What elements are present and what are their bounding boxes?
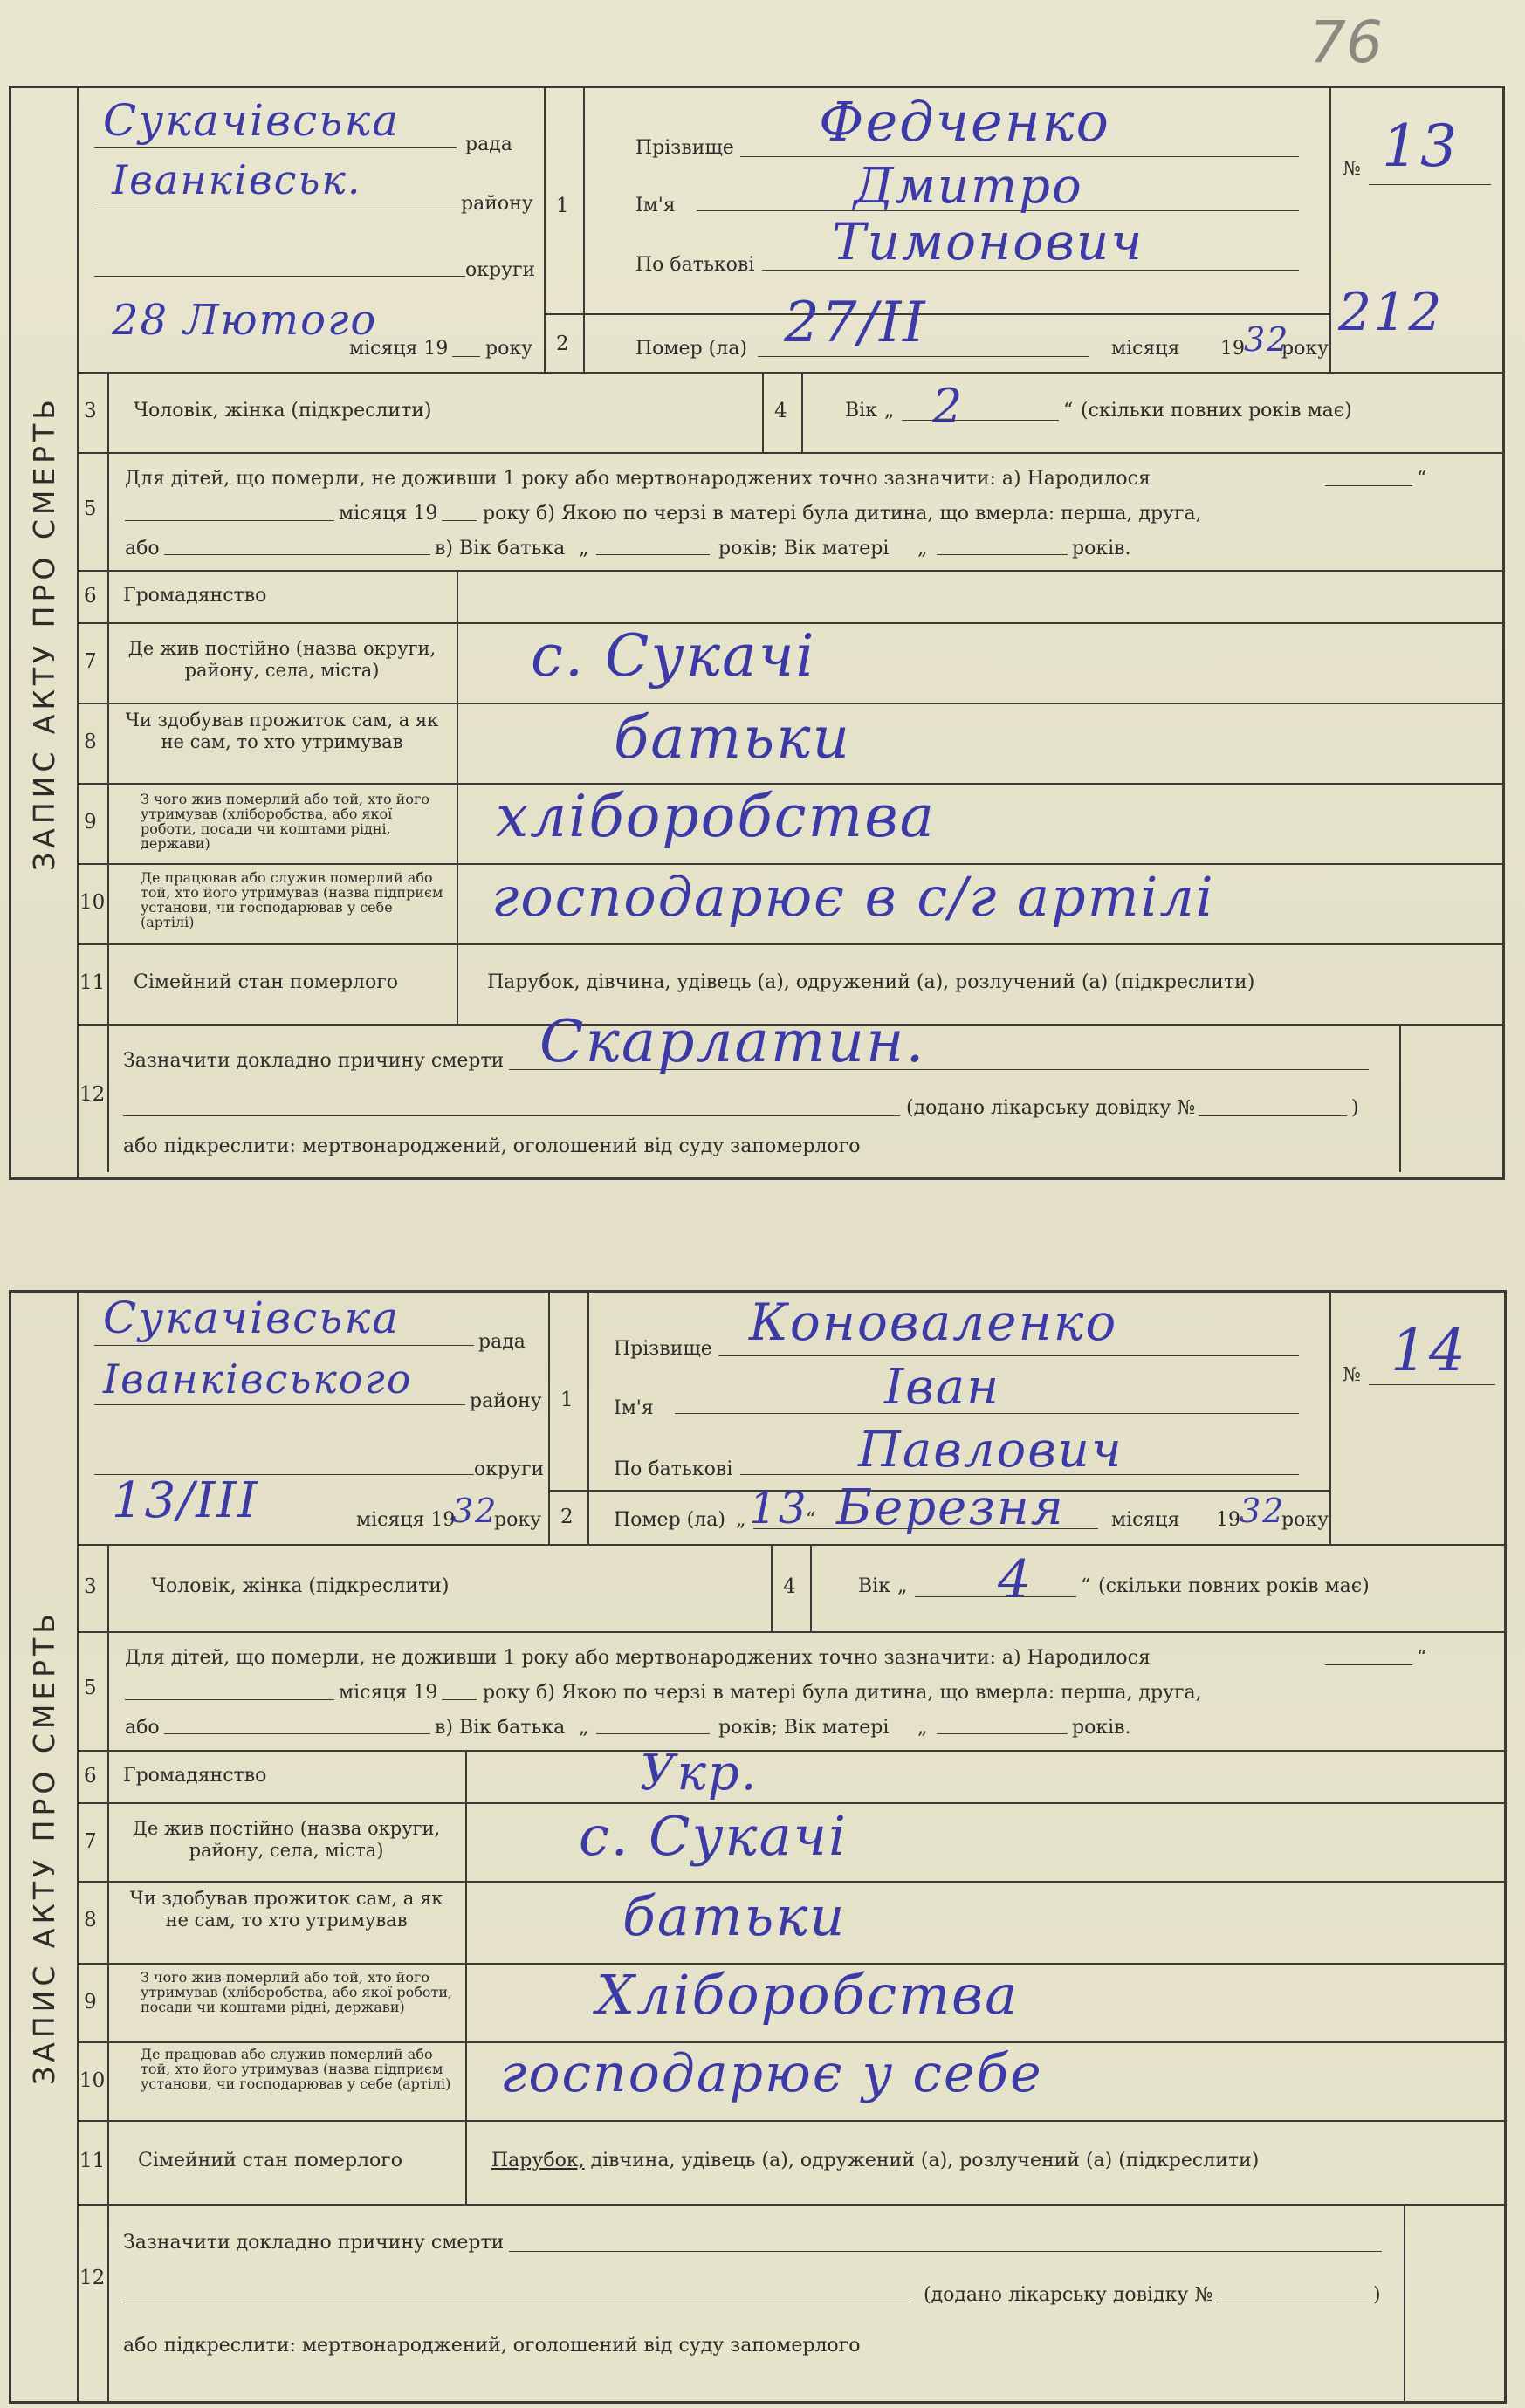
row-5: 5 Для дітей, що померли, не доживши 1 року або мертвонароджених точно зазначити: а) Народилося “ місяця 19 року б) Якою по черзі в матері була дитина, що вмерла: перша, друга, або в) Вік батька „ років; Вік матері „ років. xyxy=(77,452,1502,572)
row-9-livelihood: 9 З чого жив померлий або той, хто його утримував (хліборобства, або якої роботи, посади чи коштами рідні, держави) Хліборобства xyxy=(77,1963,1504,2043)
hw-patronymic: Павлович xyxy=(858,1422,1123,1478)
hw-death-year: 32 xyxy=(1244,320,1290,359)
row-12-cause: 12 Зазначити докладно причину смерти (додано лікарську довідку № ) або підкреслити: мертвонароджений, оголошений від суду запомерлого xyxy=(77,2204,1504,2401)
hw-cause: Скарлатин. xyxy=(539,1008,926,1075)
hw-residence: с. Сукачі xyxy=(531,622,816,689)
row-8-support: 8 Чи здобував прожиток сам, а як не сам, то хто утримував батьки xyxy=(77,1881,1504,1965)
death-record-form-1 xyxy=(9,86,1505,1180)
row-9-livelihood: 9 З чого жив померлий або той, хто його утримував (хліборобства, або якої роботи, посади чи коштами рідні, держави) хліборобства xyxy=(77,783,1502,865)
row-6-citizenship: 6 Громадянство xyxy=(77,570,1502,624)
death-record-form-2 xyxy=(9,1290,1507,2404)
hw-rada: Сукачівська xyxy=(103,1293,401,1343)
row-7-residence: 7 Де жив постійно (назва округи, району, села, міста) с. Сукачі xyxy=(77,1802,1504,1883)
hw-livelihood: хліборобства xyxy=(496,783,936,850)
marital-options: Парубок, дівчина, удівець (а), одружений (а), розлучений (а) (підкреслити) xyxy=(487,971,1255,993)
hw-workplace: господарює у себе xyxy=(500,2043,1043,2104)
row-6-citizenship: 6 Громадянство Укр. xyxy=(77,1750,1504,1804)
hw-age: 4 xyxy=(998,1549,1034,1610)
hw-name: Іван xyxy=(884,1359,1000,1416)
side-title: ЗАПИС АКТУ ПРО СМЕРТЬ xyxy=(11,88,79,1177)
row-11-marital: 11 Сімейний стан померлого Парубок, дівчина, удівець (а), одружений (а), розлучений (а) (підкреслити) xyxy=(77,2120,1504,2206)
hw-rayon: Іванківськ. xyxy=(112,156,362,203)
hw-residence: с. Сукачі xyxy=(579,1804,848,1868)
hw-livelihood: Хліборобства xyxy=(596,1963,1020,2027)
hw-citizenship: Укр. xyxy=(640,1745,759,1801)
row-10-workplace: 10 Де працював або служив померлий або той, хто його утримував (назва підприєм установи, чи господарював у себе (артілі) господарює у себе xyxy=(77,2041,1504,2122)
archive-page-number: 76 xyxy=(1309,9,1383,76)
hw-death-month: Березня xyxy=(836,1479,1065,1536)
side-title: ЗАПИС АКТУ ПРО СМЕРТЬ xyxy=(11,1293,79,2401)
registration-place-cell: Сукачівська рада Іванківськ. району округи 28 Лютого місяця 19 року xyxy=(77,88,546,372)
hw-registration-date: 13/III xyxy=(112,1472,259,1529)
hw-corner-mark: 212 xyxy=(1338,282,1444,343)
hw-age: 2 xyxy=(932,379,965,434)
person-cell: Прізвище Федченко Ім'я Дмитро По батькові Тимонович Помер (ла) 27/II місяця 19 32 року xyxy=(583,88,1331,372)
row-8-support: 8 Чи здобував прожиток сам, а як не сам, то хто утримував батьки xyxy=(77,703,1502,785)
person-cell: Прізвище Коноваленко Ім'я Іван По батькові Павлович Помер (ла) „ 13 “ Березня місяця 19 32 року xyxy=(587,1293,1331,1544)
hw-surname: Федченко xyxy=(819,90,1110,154)
hw-death-date: 27/II xyxy=(784,291,927,355)
row-3-4: 3 Чоловік, жінка (підкреслити) 4 Вік „ 4 “ (скільки повних років має) xyxy=(77,1544,1504,1633)
row-5: 5 Для дітей, що померли, не доживши 1 року або мертвонароджених точно зазначити: а) Народилося “ місяця 19 року б) Якою по черзі в матері була дитина, що вмерла: перша, друга, або в) Вік батька „ років; Вік матері „ років. xyxy=(77,1631,1504,1752)
hw-supported-by: батьки xyxy=(614,704,852,772)
row-10-workplace: 10 Де працював або служив померлий або той, хто його утримував (назва підприєм установи, чи господарював у себе (артілі) господарює в с/г артілі xyxy=(77,863,1502,945)
hw-name: Дмитро xyxy=(854,158,1083,215)
hw-record-number: 14 xyxy=(1391,1317,1467,1384)
hw-registration-date: 28 Лютого xyxy=(112,296,378,345)
hw-rayon: Іванківського xyxy=(103,1355,413,1403)
row-3-4: 3 Чоловік, жінка (підкреслити) 4 Вік „ 2 “ (скільки повних років має) xyxy=(77,372,1502,454)
row-7-residence: 7 Де жив постійно (назва округи, району, села, міста) с. Сукачі xyxy=(77,622,1502,704)
header-block: Сукачівська рада Іванківськ. району округи 28 Лютого місяця 19 року 1 2 Прізвище Федченко Ім'я Дмитро По батькові Тимонович Помер (ла) 27/II місяця 19 32 року № 13 212 xyxy=(77,88,1502,374)
hw-record-number: 13 xyxy=(1382,113,1459,180)
registration-place-cell: Сукачівська рада Іванківського району округи 13/III місяця 19 32 року xyxy=(77,1293,550,1544)
row-11-marital: 11 Сімейний стан померлого Парубок, дівчина, удівець (а), одружений (а), розлучений (а) (підкреслити) xyxy=(77,943,1502,1026)
row-12-cause: 12 Зазначити докладно причину смерти Скарлатин. (додано лікарську довідку № ) або підкреслити: мертвонароджений, оголошений від суду запомерлого xyxy=(77,1024,1502,1172)
header-block: Сукачівська рада Іванківського району округи 13/III місяця 19 32 року 1 2 Прізвище Коноваленко Ім'я Іван По батькові Павлович Помер (ла) „ 13 “ Березня місяця 19 32 року № 14 xyxy=(77,1293,1504,1546)
hw-supported-by: батьки xyxy=(622,1884,847,1948)
hw-rada: Сукачівська xyxy=(103,95,401,146)
hw-death-day: 13 xyxy=(749,1483,808,1533)
hw-registration-year: 32 xyxy=(452,1492,498,1530)
record-number-cell: № 13 212 xyxy=(1329,88,1500,372)
hw-patronymic: Тимонович xyxy=(832,212,1144,271)
hw-workplace: господарює в с/г артілі xyxy=(491,865,1215,929)
hw-death-year: 32 xyxy=(1240,1492,1286,1530)
hw-surname: Коноваленко xyxy=(749,1293,1118,1352)
marital-options: Парубок, дівчина, удівець (а), одружений (а), розлучений (а) (підкреслити) xyxy=(491,2150,1260,2171)
record-number-cell: № 14 xyxy=(1329,1293,1504,1544)
